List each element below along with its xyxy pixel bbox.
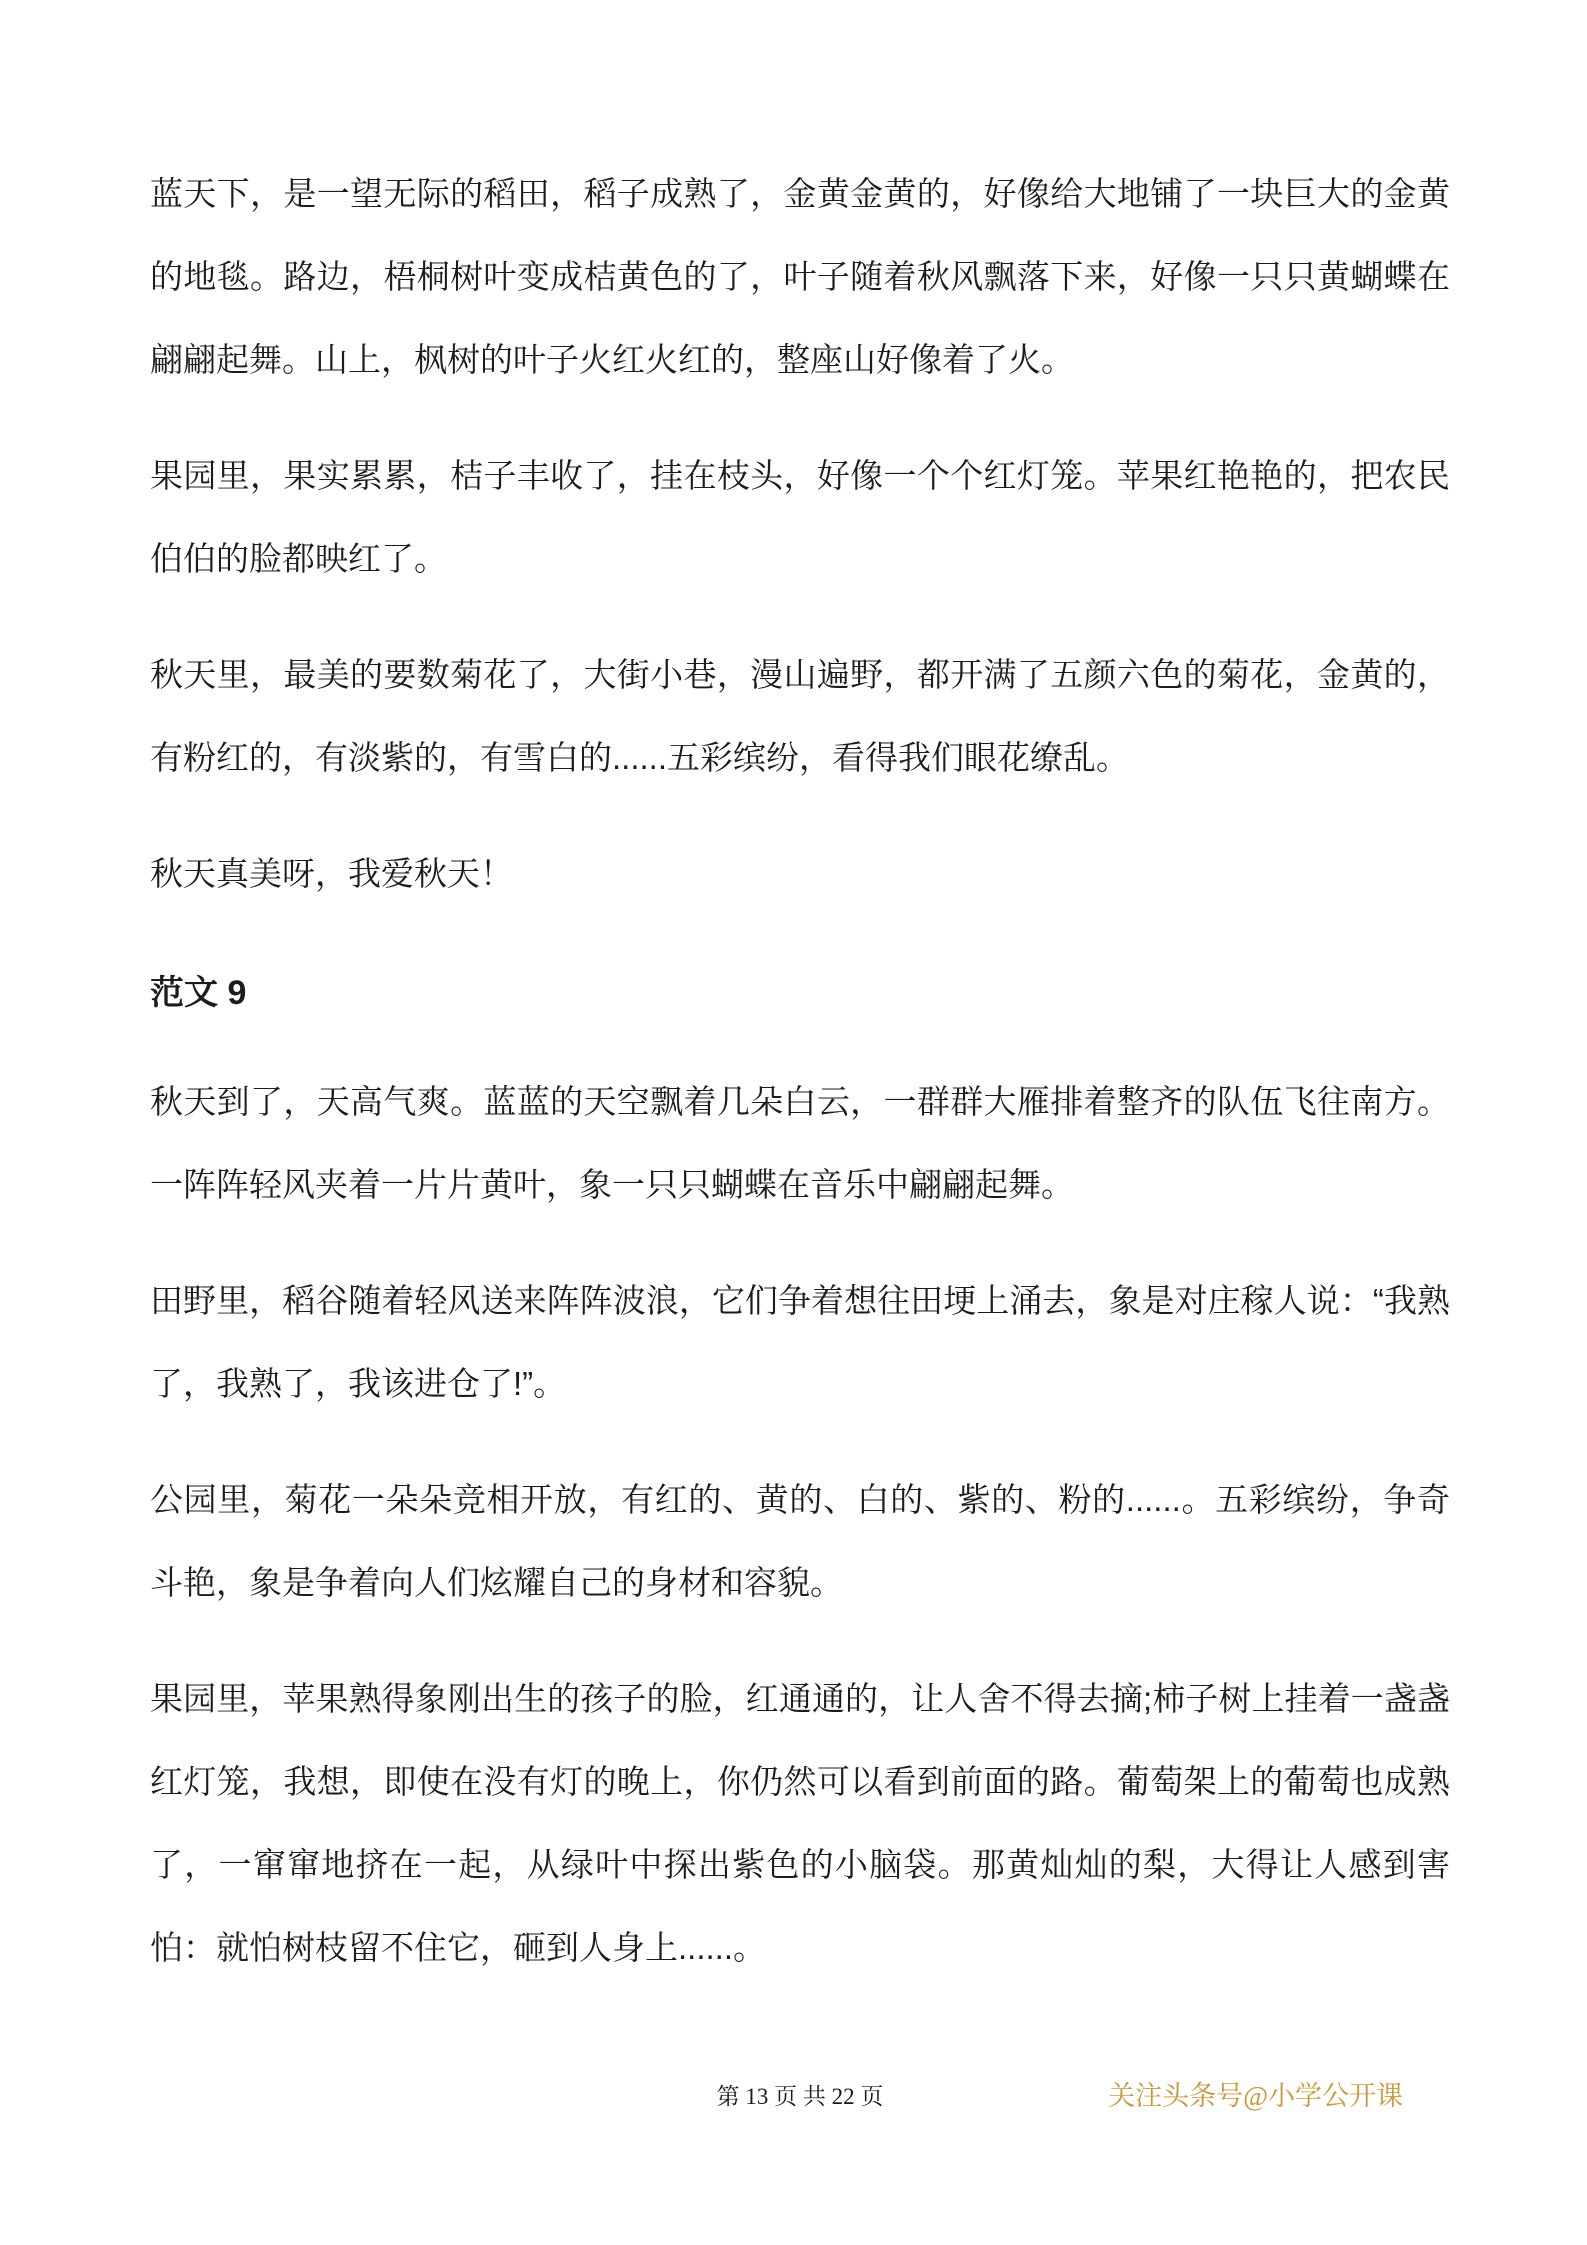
page-footer <box>150 2072 1450 2122</box>
essay-paragraph: 田野里，稻谷随着轻风送来阵阵波浪，它们争着想往田埂上涌去，象是对庄稼人说：“我熟了，我熟了，我该进仓了!”。 <box>150 1282 1450 1402</box>
essay-paragraph: 秋天到了，天高气爽。蓝蓝的天空飘着几朵白云，一群群大雁排着整齐的队伍飞往南方。一阵阵轻风夹着一片片黄叶，象一只只蝴蝶在音乐中翩翩起舞。 <box>150 1083 1450 1203</box>
promo-text: 关注头条号@小学公开课 <box>1108 2081 1403 2111</box>
essay-paragraph: 蓝天下，是一望无际的稻田，稻子成熟了，金黄金黄的，好像给大地铺了一块巨大的金黄的地毯。路边，梧桐树叶变成桔黄色的了，叶子随着秋风飘落下来，好像一只只黄蝴蝶在翩翩起舞。山上，枫树的叶子火红火红的，整座山好像着了火。 <box>150 175 1450 378</box>
essay-paragraph: 果园里，苹果熟得象刚出生的孩子的脸，红通通的，让人舍不得去摘;柿子树上挂着一盏盏红灯笼，我想，即使在没有灯的晚上，你仍然可以看到前面的路。葡萄架上的葡萄也成熟了，一窜窜地挤在一起，从绿叶中探出紫色的小脑袋。那黄灿灿的梨，大得让人感到害怕：就怕树枝留不住它，砸到人身上......。 <box>150 1680 1450 1966</box>
essay-paragraph: 果园里，果实累累，桔子丰收了，挂在枝头，好像一个个红灯笼。苹果红艳艳的，把农民伯伯的脸都映红了。 <box>150 457 1450 577</box>
essay-paragraph: 秋天里，最美的要数菊花了，大街小巷，漫山遍野，都开满了五颜六色的菊花，金黄的，有粉红的，有淡紫的，有雪白的......五彩缤纷，看得我们眼花缭乱。 <box>150 656 1450 776</box>
essay-heading: 范文 9 <box>150 974 247 1012</box>
document-content <box>150 152 1450 1989</box>
page-number: 第 13 页 共 22 页 <box>716 2084 884 2109</box>
essay-paragraph: 公园里，菊花一朵朵竞相开放，有红的、黄的、白的、紫的、粉的......。五彩缤纷，争奇斗艳，象是争着向人们炫耀自己的身材和容貌。 <box>150 1481 1450 1601</box>
essay-paragraph: 秋天真美呀，我爱秋天！ <box>150 855 513 892</box>
